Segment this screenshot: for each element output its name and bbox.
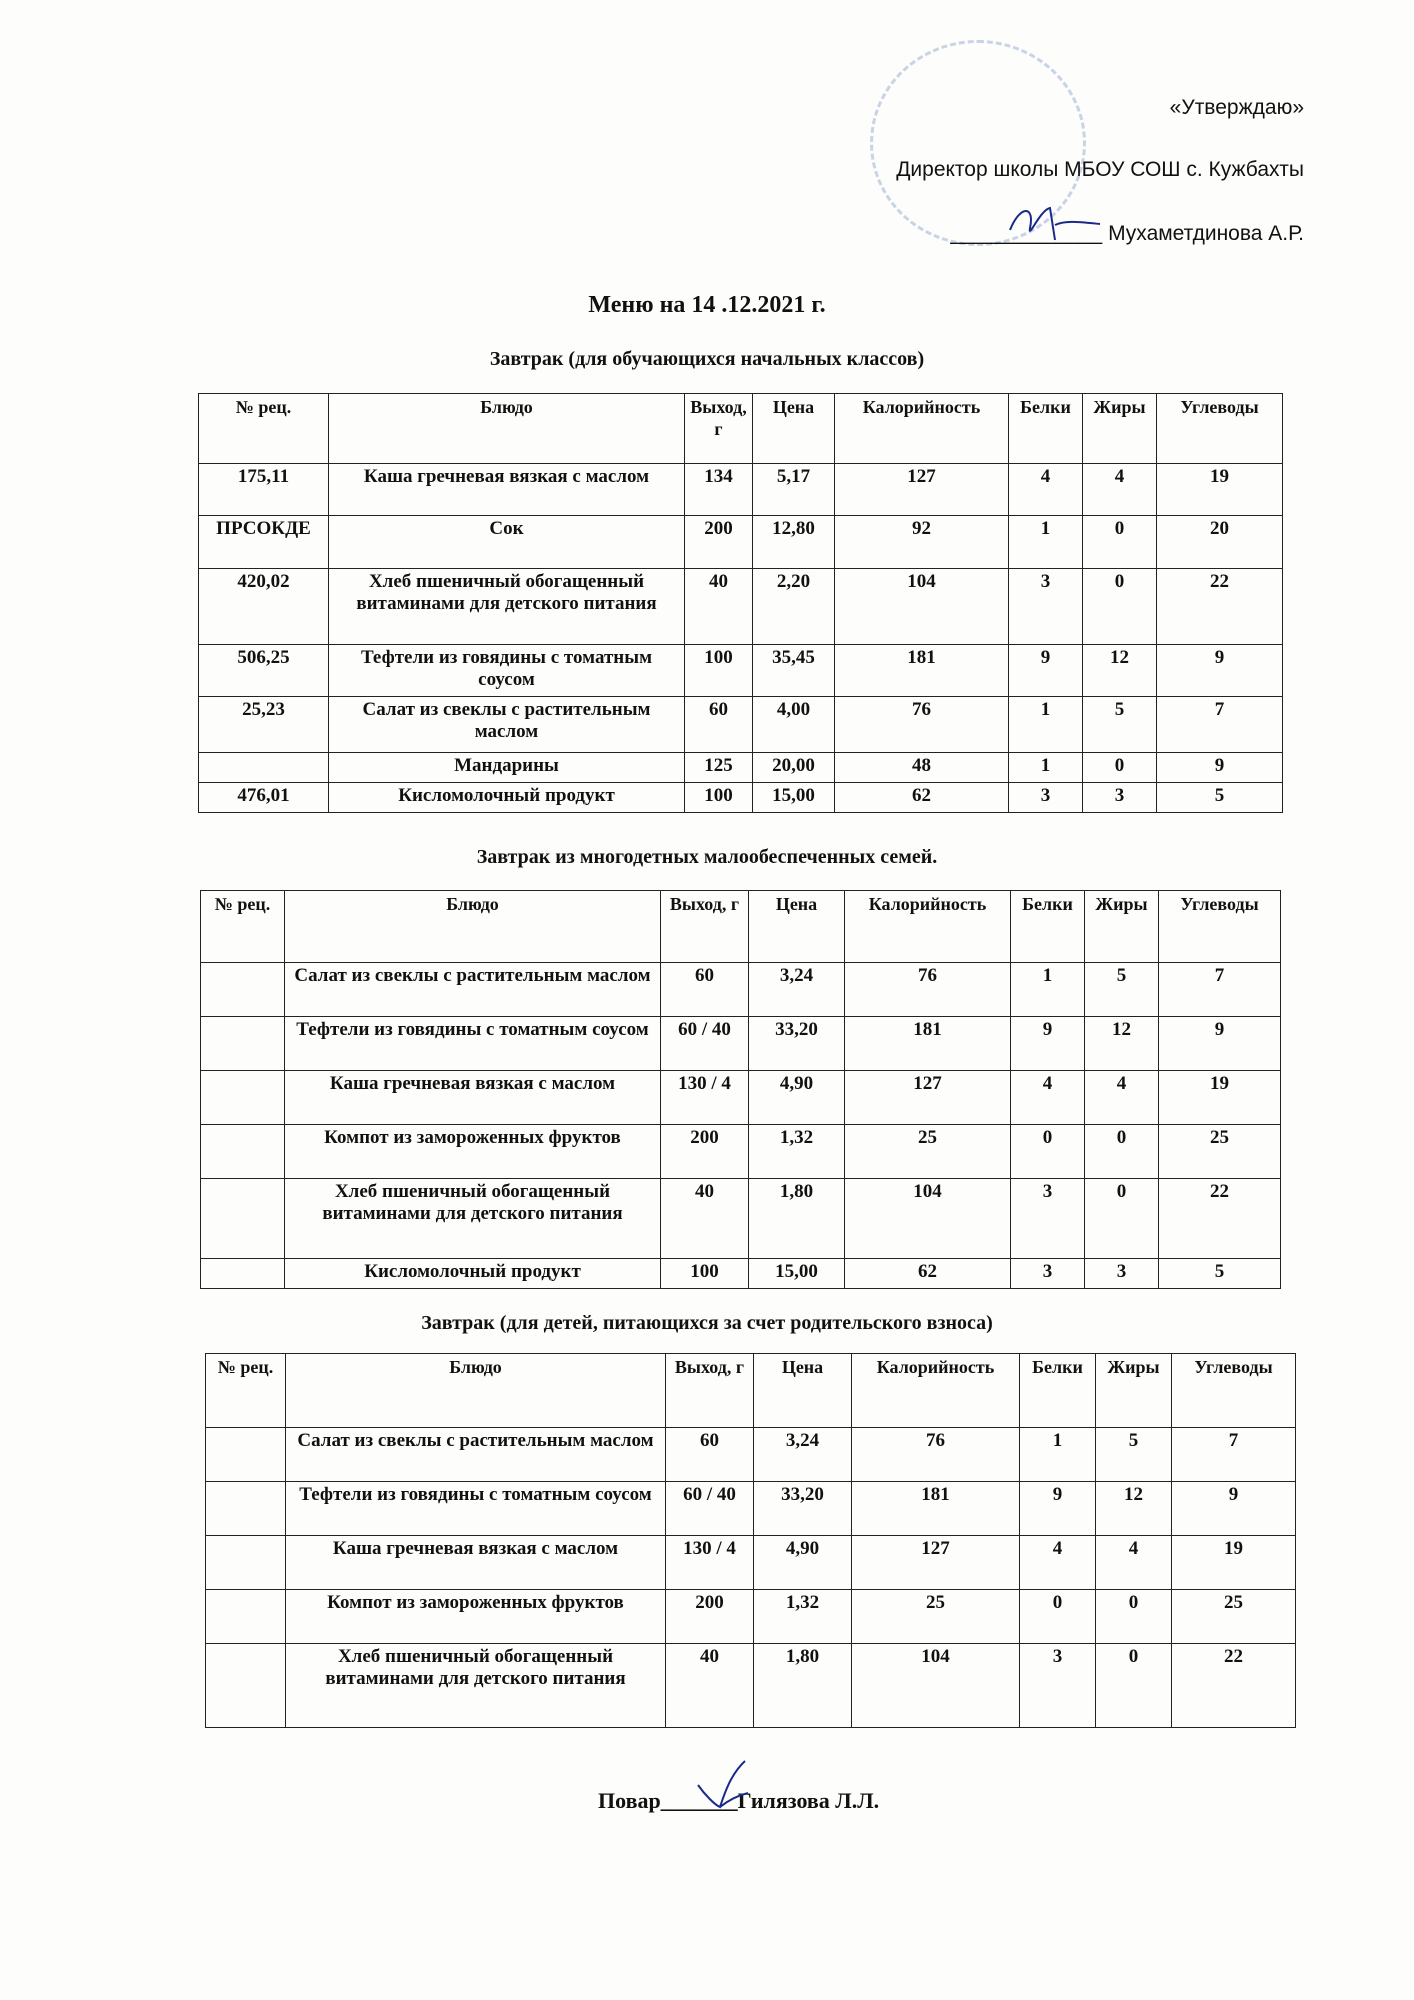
- recipe-cell: [201, 963, 285, 1017]
- carbs-cell: 9: [1157, 753, 1283, 783]
- section-2-heading: Завтрак из многодетных малообеспеченных семей.: [476, 846, 938, 868]
- yield-cell: 200: [685, 516, 753, 569]
- table-row: [206, 1590, 1296, 1644]
- col-protein: Белки: [1020, 1354, 1096, 1428]
- price-cell: 4,90: [749, 1071, 845, 1125]
- yield-cell: 134: [685, 464, 753, 516]
- protein-cell: 3: [1009, 569, 1083, 645]
- dish-cell: Кисломолочный продукт: [285, 1259, 661, 1289]
- recipe-cell: 175,11: [199, 464, 329, 516]
- section-1-heading: Завтрак (для обучающихся начальных классов): [489, 348, 925, 370]
- table-row: [201, 1071, 1281, 1125]
- recipe-cell: 476,01: [199, 783, 329, 813]
- price-cell: 3,24: [754, 1428, 852, 1482]
- price-cell: 12,80: [753, 516, 835, 569]
- yield-cell: 200: [666, 1590, 754, 1644]
- fat-cell: 3: [1083, 783, 1157, 813]
- fat-cell: 0: [1083, 753, 1157, 783]
- recipe-cell: 25,23: [199, 697, 329, 753]
- yield-cell: 40: [666, 1644, 754, 1728]
- cook-signature: [690, 1755, 770, 1815]
- fat-cell: 0: [1085, 1179, 1159, 1259]
- approval-label: «Утверждаю»: [1169, 96, 1304, 119]
- table-row: [201, 1125, 1281, 1179]
- yield-cell: 200: [661, 1125, 749, 1179]
- protein-cell: 9: [1020, 1482, 1096, 1536]
- recipe-cell: [206, 1644, 286, 1728]
- fat-cell: 0: [1083, 516, 1157, 569]
- calories-cell: 25: [852, 1590, 1020, 1644]
- dish-cell: Хлеб пшеничный обогащенный витаминами для детского питания: [329, 569, 685, 645]
- carbs-cell: 9: [1157, 645, 1283, 697]
- col-fat: Жиры: [1096, 1354, 1172, 1428]
- col-price: Цена: [754, 1354, 852, 1428]
- recipe-cell: [206, 1590, 286, 1644]
- calories-cell: 62: [845, 1259, 1011, 1289]
- col-carbs: Углеводы: [1157, 394, 1283, 464]
- protein-cell: 4: [1009, 464, 1083, 516]
- table-row: [199, 753, 1283, 783]
- carbs-cell: 19: [1172, 1536, 1296, 1590]
- protein-cell: 0: [1020, 1590, 1096, 1644]
- protein-cell: 1: [1011, 963, 1085, 1017]
- price-cell: 15,00: [749, 1259, 845, 1289]
- protein-cell: 3: [1009, 783, 1083, 813]
- table-row: [199, 569, 1283, 645]
- col-dish: Блюдо: [285, 891, 661, 963]
- dish-cell: Мандарины: [329, 753, 685, 783]
- protein-cell: 3: [1011, 1259, 1085, 1289]
- protein-cell: 0: [1011, 1125, 1085, 1179]
- price-cell: 1,80: [754, 1644, 852, 1728]
- calories-cell: 48: [835, 753, 1009, 783]
- price-cell: 35,45: [753, 645, 835, 697]
- col-dish: Блюдо: [286, 1354, 666, 1428]
- protein-cell: 4: [1011, 1071, 1085, 1125]
- approver-position: Директор школы МБОУ СОШ с. Кужбахты: [896, 158, 1304, 181]
- dish-cell: Тефтели из говядины с томатным соусом: [329, 645, 685, 697]
- section-2-table: [200, 890, 1281, 1289]
- dish-cell: Каша гречневая вязкая с маслом: [286, 1536, 666, 1590]
- table-row: [199, 464, 1283, 516]
- fat-cell: 5: [1085, 963, 1159, 1017]
- col-calories: Калорийность: [852, 1354, 1020, 1428]
- calories-cell: 76: [845, 963, 1011, 1017]
- price-cell: 2,20: [753, 569, 835, 645]
- carbs-cell: 25: [1159, 1125, 1281, 1179]
- menu-title: Меню на 14 .12.2021 г.: [588, 292, 826, 318]
- col-calories: Калорийность: [835, 394, 1009, 464]
- protein-cell: 9: [1009, 645, 1083, 697]
- price-cell: 33,20: [754, 1482, 852, 1536]
- col-yield: Выход, г: [666, 1354, 754, 1428]
- col-recipe: № рец.: [201, 891, 285, 963]
- carbs-cell: 5: [1159, 1259, 1281, 1289]
- dish-cell: Сок: [329, 516, 685, 569]
- protein-cell: 1: [1009, 516, 1083, 569]
- carbs-cell: 20: [1157, 516, 1283, 569]
- dish-cell: Компот из замороженных фруктов: [285, 1125, 661, 1179]
- recipe-cell: 506,25: [199, 645, 329, 697]
- price-cell: 20,00: [753, 753, 835, 783]
- fat-cell: 4: [1085, 1071, 1159, 1125]
- calories-cell: 62: [835, 783, 1009, 813]
- table-row: [201, 963, 1281, 1017]
- table-row: [201, 1017, 1281, 1071]
- carbs-cell: 7: [1172, 1428, 1296, 1482]
- yield-cell: 100: [685, 645, 753, 697]
- carbs-cell: 22: [1172, 1644, 1296, 1728]
- dish-cell: Тефтели из говядины с томатным соусом: [286, 1482, 666, 1536]
- col-price: Цена: [753, 394, 835, 464]
- col-carbs: Углеводы: [1159, 891, 1281, 963]
- table-row: [206, 1644, 1296, 1728]
- calories-cell: 76: [835, 697, 1009, 753]
- table-row: [206, 1536, 1296, 1590]
- fat-cell: 5: [1096, 1428, 1172, 1482]
- protein-cell: 1: [1009, 697, 1083, 753]
- dish-cell: Каша гречневая вязкая с маслом: [329, 464, 685, 516]
- dish-cell: Хлеб пшеничный обогащенный витаминами для детского питания: [285, 1179, 661, 1259]
- table-row: [206, 1428, 1296, 1482]
- dish-cell: Салат из свеклы с растительным маслом: [285, 963, 661, 1017]
- recipe-cell: [206, 1482, 286, 1536]
- calories-cell: 104: [852, 1644, 1020, 1728]
- yield-cell: 130 / 4: [666, 1536, 754, 1590]
- calories-cell: 181: [845, 1017, 1011, 1071]
- director-signature: [1000, 200, 1110, 250]
- dish-cell: Хлеб пшеничный обогащенный витаминами для детского питания: [286, 1644, 666, 1728]
- col-yield: Выход, г: [661, 891, 749, 963]
- fat-cell: 4: [1096, 1536, 1172, 1590]
- calories-cell: 181: [852, 1482, 1020, 1536]
- calories-cell: 25: [845, 1125, 1011, 1179]
- table-row: [199, 783, 1283, 813]
- price-cell: 15,00: [753, 783, 835, 813]
- calories-cell: 181: [835, 645, 1009, 697]
- col-recipe: № рец.: [199, 394, 329, 464]
- col-recipe: № рец.: [206, 1354, 286, 1428]
- yield-cell: 40: [685, 569, 753, 645]
- table-row: [201, 1259, 1281, 1289]
- dish-cell: Тефтели из говядины с томатным соусом: [285, 1017, 661, 1071]
- carbs-cell: 25: [1172, 1590, 1296, 1644]
- fat-cell: 0: [1096, 1644, 1172, 1728]
- carbs-cell: 22: [1157, 569, 1283, 645]
- recipe-cell: [201, 1125, 285, 1179]
- price-cell: 5,17: [753, 464, 835, 516]
- protein-cell: 9: [1011, 1017, 1085, 1071]
- fat-cell: 5: [1083, 697, 1157, 753]
- recipe-cell: [206, 1428, 286, 1482]
- recipe-cell: ПРСОКДЕ: [199, 516, 329, 569]
- table-row: [206, 1482, 1296, 1536]
- carbs-cell: 7: [1157, 697, 1283, 753]
- recipe-cell: [199, 753, 329, 783]
- table-row: [199, 697, 1283, 753]
- yield-cell: 130 / 4: [661, 1071, 749, 1125]
- table-row: [199, 645, 1283, 697]
- fat-cell: 0: [1096, 1590, 1172, 1644]
- carbs-cell: 19: [1157, 464, 1283, 516]
- yield-cell: 60 / 40: [666, 1482, 754, 1536]
- col-price: Цена: [749, 891, 845, 963]
- dish-cell: Компот из замороженных фруктов: [286, 1590, 666, 1644]
- col-yield: Выход, г: [685, 394, 753, 464]
- calories-cell: 104: [845, 1179, 1011, 1259]
- col-protein: Белки: [1009, 394, 1083, 464]
- approver-name: _____________ Мухаметдинова А.Р.: [950, 222, 1304, 245]
- col-protein: Белки: [1011, 891, 1085, 963]
- recipe-cell: [201, 1071, 285, 1125]
- fat-cell: 4: [1083, 464, 1157, 516]
- fat-cell: 12: [1085, 1017, 1159, 1071]
- calories-cell: 127: [852, 1536, 1020, 1590]
- carbs-cell: 5: [1157, 783, 1283, 813]
- price-cell: 3,24: [749, 963, 845, 1017]
- carbs-cell: 7: [1159, 963, 1281, 1017]
- dish-cell: Каша гречневая вязкая с маслом: [285, 1071, 661, 1125]
- fat-cell: 12: [1096, 1482, 1172, 1536]
- fat-cell: 12: [1083, 645, 1157, 697]
- col-dish: Блюдо: [329, 394, 685, 464]
- yield-cell: 100: [661, 1259, 749, 1289]
- col-calories: Калорийность: [845, 891, 1011, 963]
- table-row: [201, 1179, 1281, 1259]
- calories-cell: 76: [852, 1428, 1020, 1482]
- yield-cell: 60: [685, 697, 753, 753]
- table-row: [199, 516, 1283, 569]
- price-cell: 1,80: [749, 1179, 845, 1259]
- fat-cell: 3: [1085, 1259, 1159, 1289]
- price-cell: 4,00: [753, 697, 835, 753]
- yield-cell: 60 / 40: [661, 1017, 749, 1071]
- protein-cell: 1: [1020, 1428, 1096, 1482]
- protein-cell: 1: [1009, 753, 1083, 783]
- fat-cell: 0: [1083, 569, 1157, 645]
- dish-cell: Салат из свеклы с растительным маслом: [286, 1428, 666, 1482]
- recipe-cell: [206, 1536, 286, 1590]
- recipe-cell: [201, 1259, 285, 1289]
- dish-cell: Кисломолочный продукт: [329, 783, 685, 813]
- carbs-cell: 9: [1159, 1017, 1281, 1071]
- carbs-cell: 19: [1159, 1071, 1281, 1125]
- protein-cell: 3: [1011, 1179, 1085, 1259]
- section-1-table: [198, 393, 1283, 813]
- yield-cell: 40: [661, 1179, 749, 1259]
- carbs-cell: 22: [1159, 1179, 1281, 1259]
- carbs-cell: 9: [1172, 1482, 1296, 1536]
- cook-signature-line: Повар_______Гилязова Л.Л.: [598, 1788, 880, 1813]
- recipe-cell: 420,02: [199, 569, 329, 645]
- protein-cell: 4: [1020, 1536, 1096, 1590]
- yield-cell: 60: [661, 963, 749, 1017]
- dish-cell: Салат из свеклы с растительным маслом: [329, 697, 685, 753]
- col-fat: Жиры: [1083, 394, 1157, 464]
- recipe-cell: [201, 1179, 285, 1259]
- calories-cell: 104: [835, 569, 1009, 645]
- price-cell: 4,90: [754, 1536, 852, 1590]
- calories-cell: 127: [835, 464, 1009, 516]
- fat-cell: 0: [1085, 1125, 1159, 1179]
- protein-cell: 3: [1020, 1644, 1096, 1728]
- section-3-heading: Завтрак (для детей, питающихся за счет родительского взноса): [421, 1312, 993, 1334]
- yield-cell: 100: [685, 783, 753, 813]
- yield-cell: 60: [666, 1428, 754, 1482]
- section-3-table: [205, 1353, 1296, 1728]
- yield-cell: 125: [685, 753, 753, 783]
- col-carbs: Углеводы: [1172, 1354, 1296, 1428]
- calories-cell: 127: [845, 1071, 1011, 1125]
- price-cell: 1,32: [749, 1125, 845, 1179]
- recipe-cell: [201, 1017, 285, 1071]
- calories-cell: 92: [835, 516, 1009, 569]
- price-cell: 1,32: [754, 1590, 852, 1644]
- col-fat: Жиры: [1085, 891, 1159, 963]
- price-cell: 33,20: [749, 1017, 845, 1071]
